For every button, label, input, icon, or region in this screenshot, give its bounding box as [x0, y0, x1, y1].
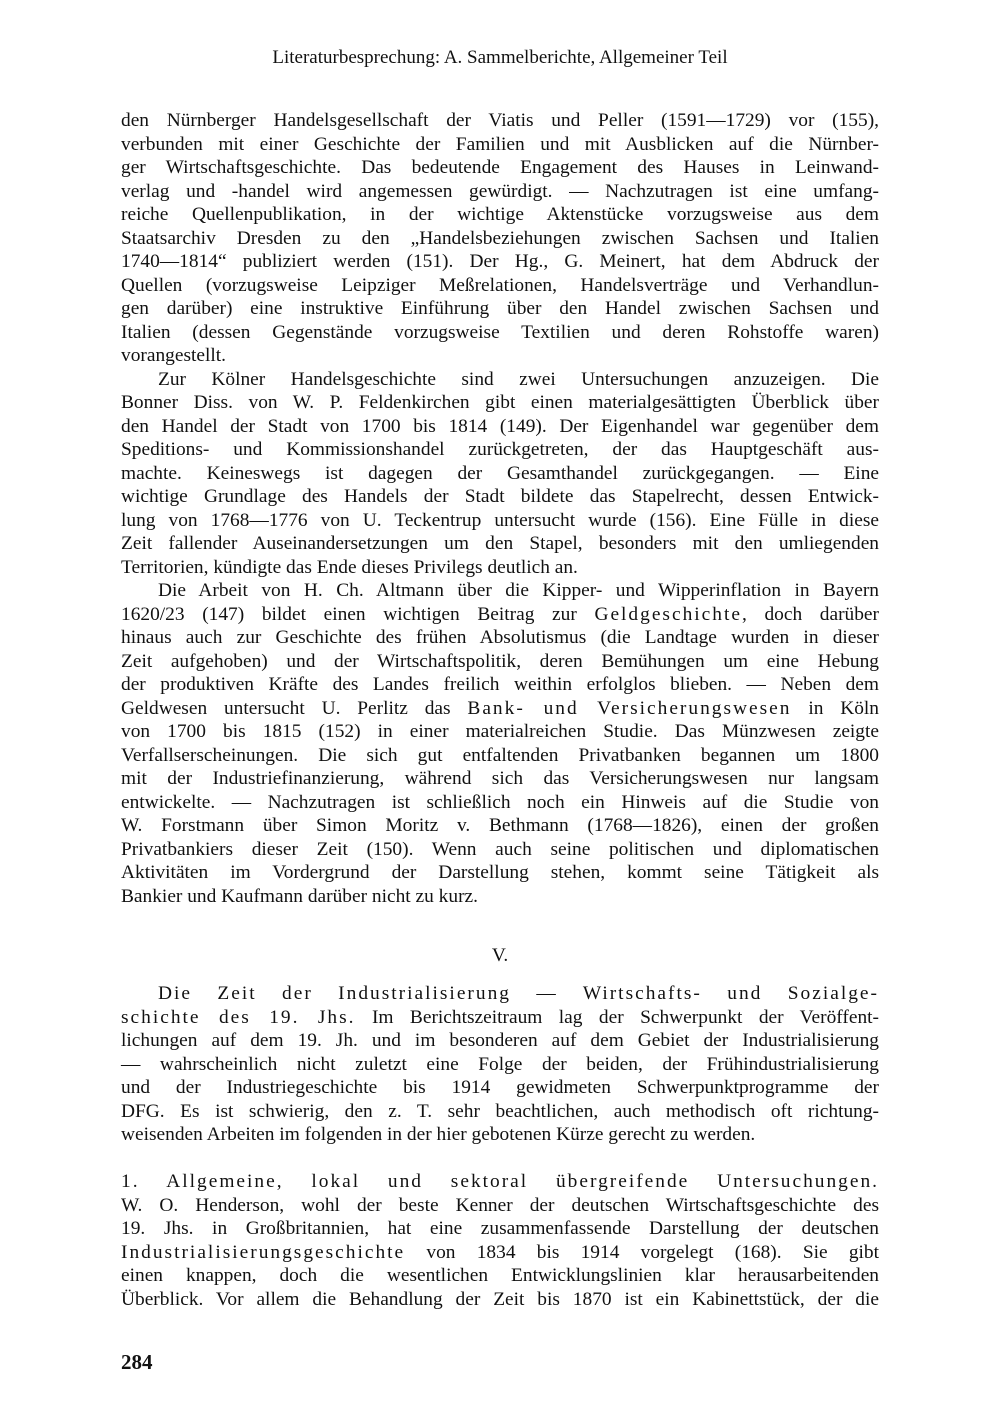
text-line: hinaus auch zur Geschichte des frühen Absolutismus (die Landtage wurden in dieser — [121, 627, 879, 648]
text-line: Territorien, kündigte das Ende dieses Privilegs deutlich an. — [121, 556, 578, 578]
text-line: Zeit fallender Auseinandersetzungen um den Stapel, besonders mit den umliegenden — [121, 533, 879, 554]
text-line: Verfallserscheinungen. Die sich gut entfaltenden Privatbanken begannen um 1800 — [121, 744, 879, 766]
text-line: Italien (dessen Gegenstände vorzugsweise Textilien und deren Rohstoffe waren) — [121, 321, 879, 343]
section-number: V. — [491, 945, 509, 966]
text-line: DFG. Es ist schwierig, den z. T. sehr beachtlichen, auch methodisch oft richtung- — [121, 1100, 879, 1122]
section-heading — [121, 944, 879, 968]
text-line: ger Wirtschaftsgeschichte. Das bedeutende Engagement des Hauses in Leinwand- — [121, 157, 879, 178]
body-text-block-2 — [121, 982, 879, 1147]
text-line: Die Zeit der Industrialisierung — Wirtschafts- und Sozialge- — [158, 983, 879, 1004]
body-text-block-1 — [121, 109, 879, 908]
text-line: der produktiven Kräfte des Landes freilich weithin erfolglos blieben. — Neben dem — [121, 674, 879, 695]
text-line: Zur Kölner Handelsgeschichte sind zwei Untersuchungen anzuzeigen. Die — [158, 368, 879, 390]
text-line: lung von 1768—1776 von U. Teckentrup untersucht wurde (156). Eine Fülle in diese — [121, 509, 879, 531]
text-line: reiche Quellenpublikation, in der wichtige Aktenstücke vorzugsweise aus dem — [121, 204, 879, 225]
text-line: Quellen (vorzugsweise Leipziger Meßrelationen, Handelsverträge und Verhandlun- — [121, 274, 879, 296]
text-line: einen knappen, doch die wesentlichen Entwicklungslinien klar herausarbeitenden — [121, 1265, 879, 1286]
text-line: gen darüber) eine instruktive Einführung über den Handel zwischen Sachsen und — [121, 298, 879, 319]
text-line: 1620/23 (147) bildet einen wichtigen Beitrag zur Geldgeschichte, doch darüber — [121, 603, 879, 625]
text-line: Bankier und Kaufmann darüber nicht zu kurz. — [121, 885, 478, 907]
text-line: Die Arbeit von H. Ch. Altmann über die Kipper- und Wipperinflation in Bayern — [158, 580, 879, 601]
text-line: verlag und -handel wird angemessen gewürdigt. — Nachzutragen ist eine umfang- — [121, 180, 879, 202]
text-line: den Handel der Stadt von 1700 bis 1814 (149). Der Eigenhandel war gegenüber dem — [121, 415, 879, 437]
text-line: Überblick. Vor allem die Behandlung der Zeit bis 1870 ist ein Kabinettstück, der die — [121, 1288, 879, 1310]
text-line: schichte des 19. Jhs. Im Berichtszeitraum lag der Schwerpunkt der Veröffent- — [121, 1006, 879, 1028]
text-line: 1. Allgemeine, lokal und sektoral übergreifende Untersuchungen. — [121, 1171, 879, 1192]
text-line: Speditions- und Kommissionshandel zurückgetreten, der das Hauptgeschäft aus- — [121, 439, 879, 460]
text-line: Industrialisierungsgeschichte von 1834 bis 1914 vorgelegt (168). Sie gibt — [121, 1241, 879, 1263]
text-line: lichungen auf dem 19. Jh. und im besonderen auf dem Gebiet der Industrialisierung — [121, 1030, 879, 1051]
text-line: Bonner Diss. von W. P. Feldenkirchen gibt einen materialgesättigten Überblick über — [121, 392, 879, 413]
text-line: Aktivitäten im Vordergrund der Darstellung stehen, kommt seine Tätigkeit als — [121, 862, 879, 883]
text-line: von 1700 bis 1815 (152) in einer materialreichen Studie. Das Münzwesen zeigte — [121, 721, 879, 742]
text-line: Zeit aufgehoben) und der Wirtschaftspolitik, deren Bemühungen um eine Hebung — [121, 650, 879, 672]
text-line: Privatbankiers dieser Zeit (150). Wenn auch seine politischen und diplomatischen — [121, 838, 879, 860]
text-line: W. Forstmann über Simon Moritz v. Bethmann (1768—1826), einen der großen — [121, 815, 879, 836]
text-line: Staatsarchiv Dresden zu den „Handelsbeziehungen zwischen Sachsen und Italien — [121, 227, 879, 249]
text-line: den Nürnberger Handelsgesellschaft der Viatis und Peller (1591—1729) vor (155), — [121, 110, 879, 131]
text-line: verbunden mit einer Geschichte der Familien und mit Ausblicken auf die Nürnber- — [121, 133, 879, 155]
text-line: mit der Industriefinanzierung, während sich das Versicherungswesen nur langsam — [121, 768, 879, 789]
text-line: machte. Keineswegs ist dagegen der Gesamthandel zurückgegangen. — Eine — [121, 462, 879, 484]
text-line: vorangestellt. — [121, 345, 227, 366]
page-number: 284 — [121, 1350, 153, 1374]
text-line: W. O. Henderson, wohl der beste Kenner der deutschen Wirtschaftsgeschichte des — [121, 1194, 879, 1216]
body-text-block-3 — [121, 1170, 879, 1311]
running-header: Literaturbesprechung: A. Sammelberichte, Allgemeiner Teil — [272, 47, 728, 68]
text-line: entwickelte. — Nachzutragen ist schließlich noch ein Hinweis auf die Studie von — [121, 791, 879, 813]
text-line: wichtige Grundlage des Handels der Stadt bildete das Stapelrecht, dessen Entwick- — [121, 486, 879, 507]
text-line: und der Industriegeschichte bis 1914 gewidmeten Schwerpunktprogramme der — [121, 1077, 879, 1098]
text-line: 19. Jhs. in Großbritannien, hat eine zusammenfassende Darstellung der deutschen — [121, 1218, 879, 1239]
text-line: weisenden Arbeiten im folgenden in der hier gebotenen Kürze gerecht zu werden. — [121, 1124, 756, 1145]
text-line: Geldwesen untersucht U. Perlitz das Bank- und Versicherungswesen in Köln — [121, 697, 880, 719]
text-line: 1740—1814“ publiziert werden (151). Der Hg., G. Meinert, hat dem Abdruck der — [121, 251, 879, 272]
text-line: — wahrscheinlich nicht zuletzt eine Folge der beiden, der Frühindustrialisierung — [121, 1053, 879, 1075]
